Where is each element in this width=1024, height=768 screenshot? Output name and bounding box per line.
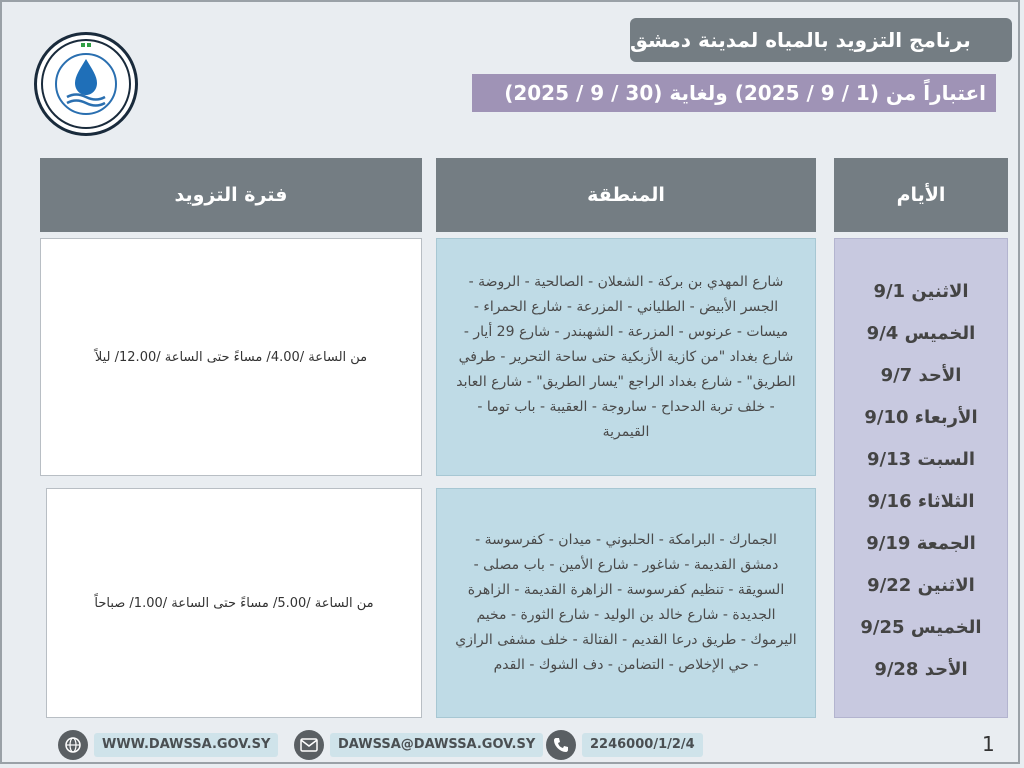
day-item: الاثنين 9/22 — [867, 575, 975, 596]
website-text[interactable]: WWW.DAWSSA.GOV.SY — [94, 733, 278, 757]
supply-period-2: من الساعة /5.00/ مساءً حتى الساعة /1.00/ صباحاً — [46, 488, 422, 718]
globe-icon — [58, 730, 88, 760]
day-item: السبت 9/13 — [866, 449, 976, 470]
column-header-period: فترة التزويد — [40, 158, 422, 232]
footer-email[interactable] — [294, 732, 543, 758]
mail-icon — [294, 730, 324, 760]
page-title: برنامج التزويد بالمياه لمدينة دمشق — [630, 18, 1012, 62]
day-item: الخميس 9/25 — [860, 617, 982, 638]
column-header-region: المنطقة — [436, 158, 816, 232]
footer-website[interactable] — [58, 732, 278, 758]
page-number: 1 — [982, 732, 995, 756]
day-item: الأربعاء 9/10 — [864, 407, 978, 428]
day-item: الثلاثاء 9/16 — [867, 491, 975, 512]
phone-text[interactable]: 2246000/1/2/4 — [582, 733, 703, 757]
phone-icon — [546, 730, 576, 760]
day-item: الأحد 9/7 — [880, 365, 962, 386]
supply-period-1: من الساعة /4.00/ مساءً حتى الساعة /12.00/ ليلاً — [40, 238, 422, 476]
email-text[interactable]: DAWSSA@DAWSSA.GOV.SY — [330, 733, 543, 757]
day-item: الخميس 9/4 — [866, 323, 976, 344]
region-list-2: الجمارك - البرامكة - الحلبوني - ميدان - كفرسوسة - دمشق القديمة - شاغور - شارع الأمين - باب مصلى - السويقة - تنظيم كفرسوسة - الزاهرة القديمة - الزاهرة الجديدة - شارع خالد بن الوليد - شارع الثورة - مخيم اليرموك - طريق درعا القديم - الفتالة - خلف مشفى الرازي - حي الإخلاص - التضامن - دف الشوك - القدم — [436, 488, 816, 718]
day-item: الاثنين 9/1 — [873, 281, 969, 302]
logo — [34, 32, 138, 136]
day-item: الجمعة 9/19 — [866, 533, 976, 554]
day-item: الأحد 9/28 — [874, 659, 968, 680]
column-header-days: الأيام — [834, 158, 1008, 232]
date-range-subtitle: اعتباراً من (1 / 9 / 2025) ولغاية (30 / 9 / 2025) — [472, 74, 996, 112]
footer-phone[interactable] — [546, 732, 703, 758]
days-column — [834, 238, 1008, 718]
region-list-1: شارع المهدي بن بركة - الشعلان - الصالحية - الروضة - الجسر الأبيض - الطلياني - المزرعة - شارع الحمراء - ميسات - عرنوس - المزرعة - الشهبندر - شارع 29 أيار - شارع بغداد "من كازية الأزبكية حتى ساحة التحرير - طرفي الطريق" - شارع بغداد الراجع "يسار الطريق" - شارع العابد - خلف تربة الدحداح - ساروجة - العقيبة - باب توما - القيمرية — [436, 238, 816, 476]
